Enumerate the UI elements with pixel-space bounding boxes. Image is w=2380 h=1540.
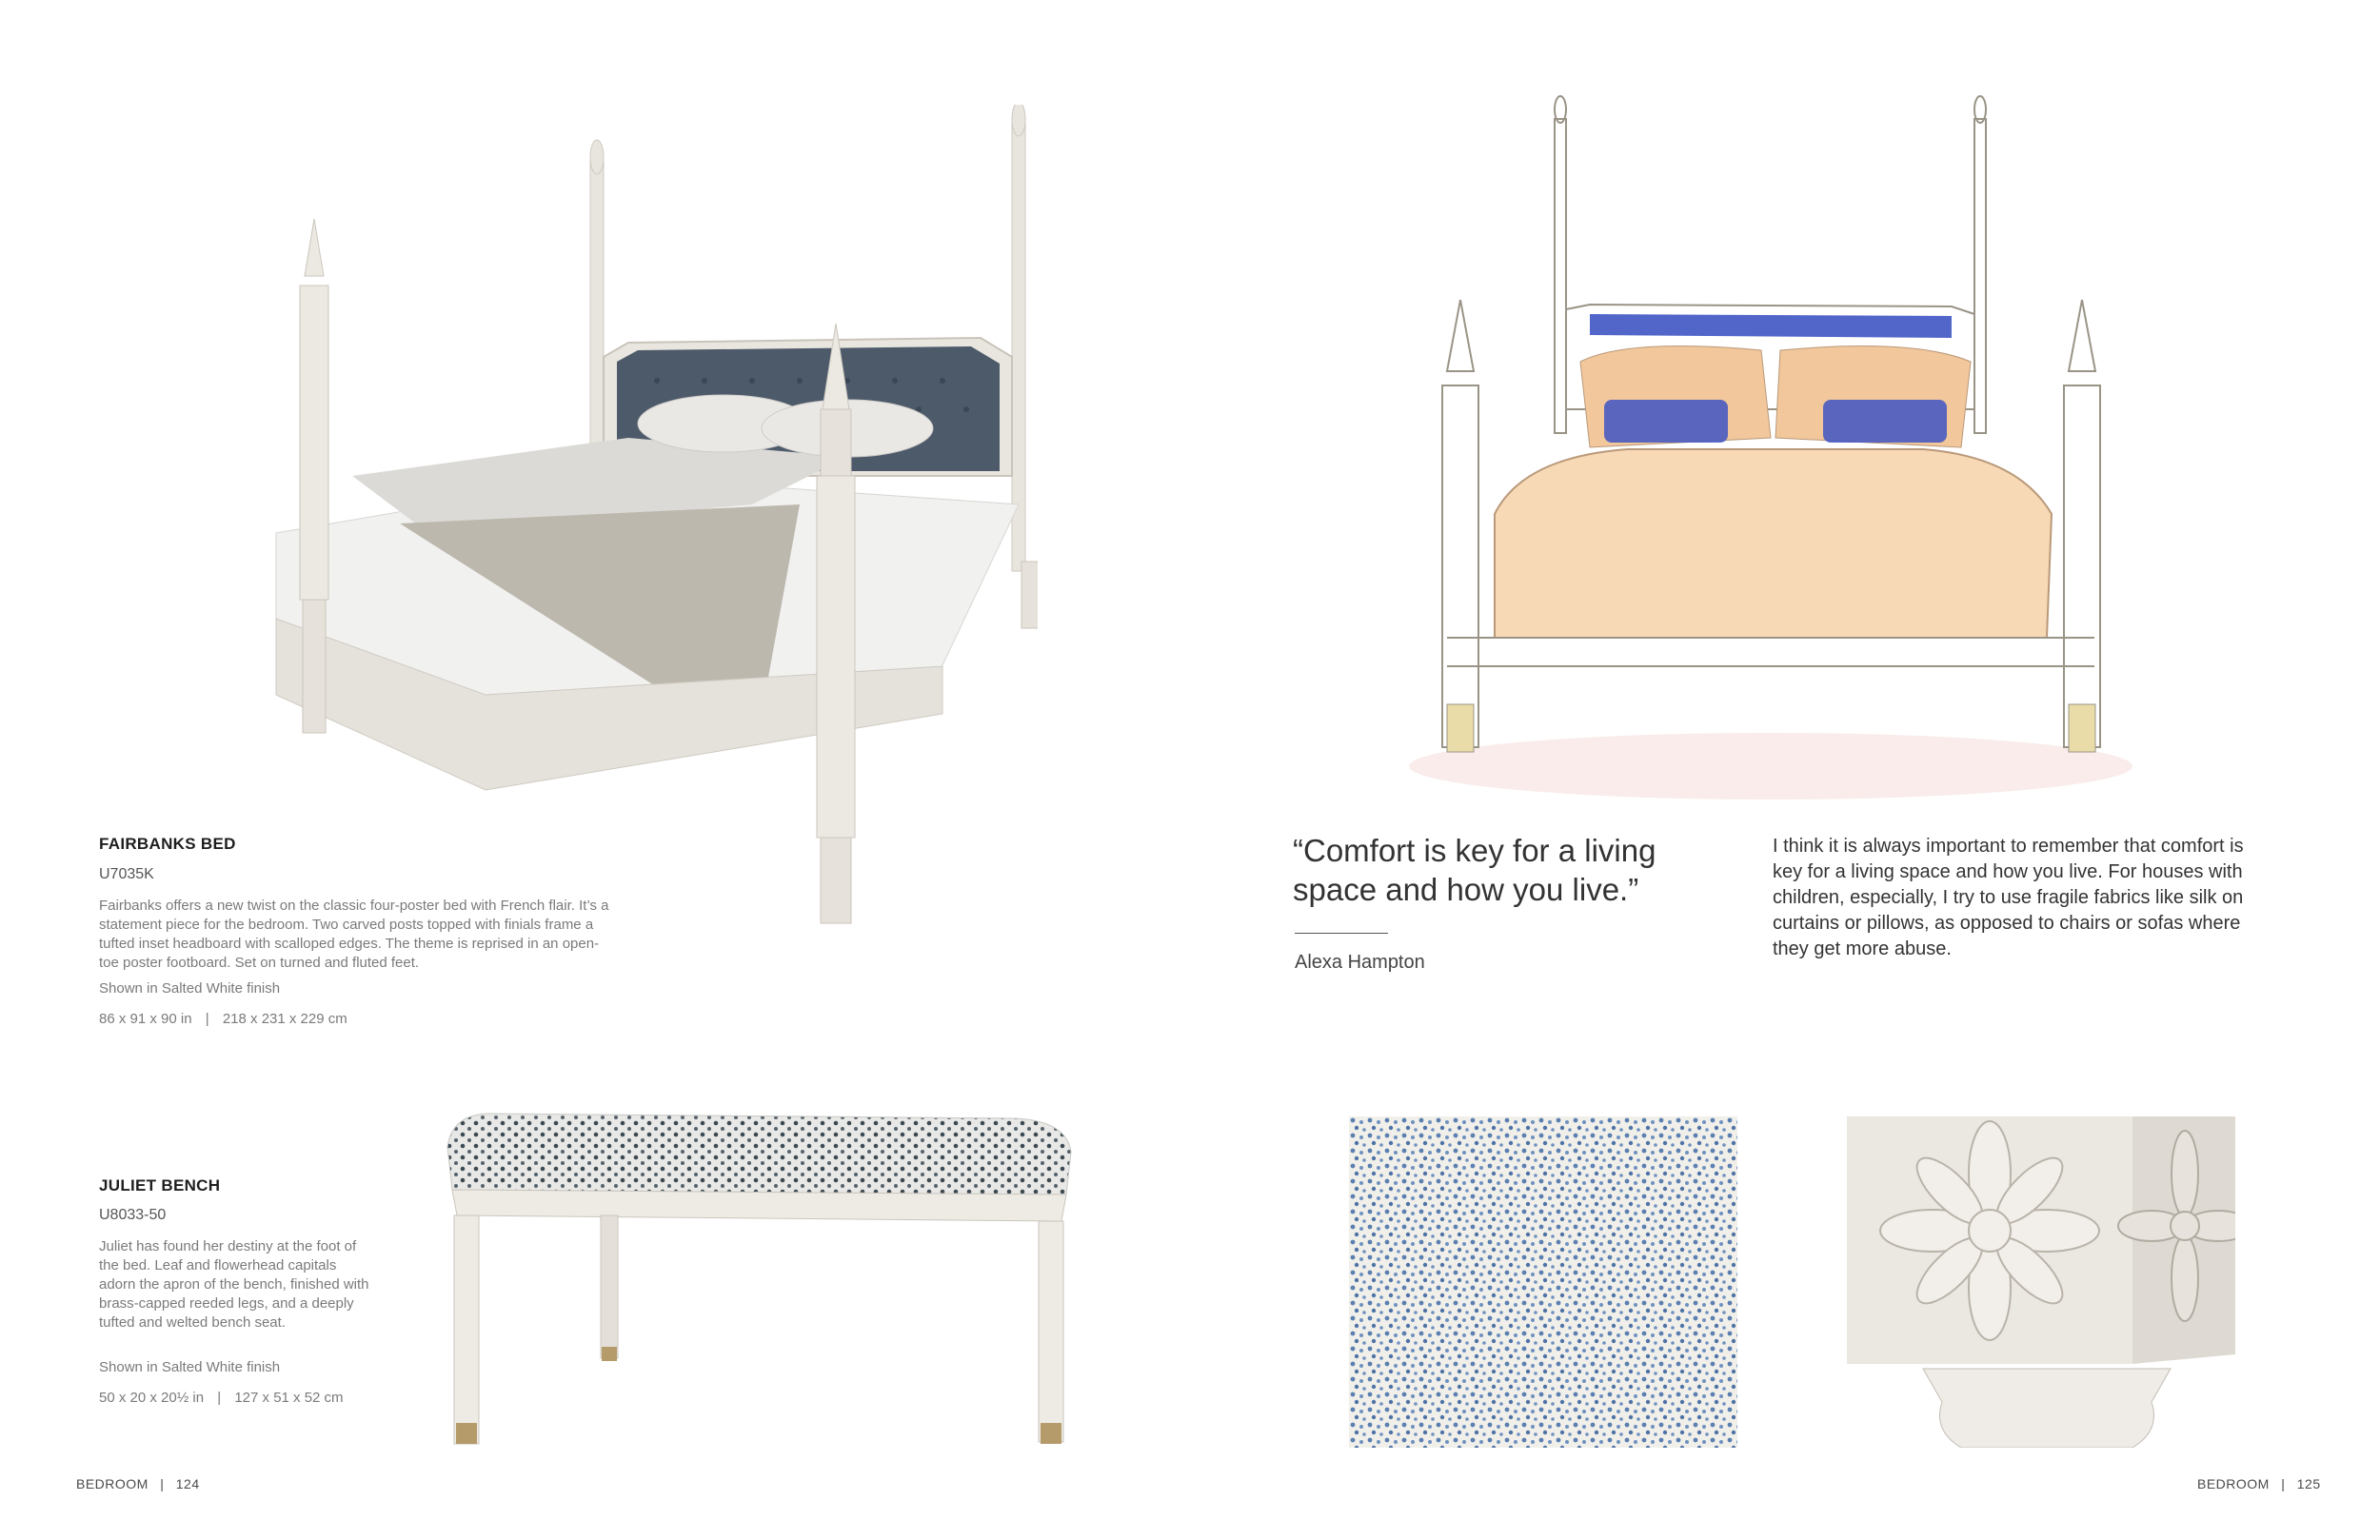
left-page-footer	[76, 1476, 200, 1491]
designer-commentary: I think it is always important to remember that comfort is key for a living space and how you live. For houses with children, especially, I try to use fragile fabrics like silk on curtains or pillows, as opposed to chairs or sofas where they get more abuse.	[1773, 836, 2244, 959]
fabric-swatch-image	[1349, 1116, 1737, 1448]
juliet-dimensions	[99, 1390, 344, 1406]
fairbanks-code: U7035K	[99, 866, 154, 882]
juliet-description: Juliet has found her destiny at the foot of the bed. Leaf and flowerhead capitals adorn the apron of the bench, finished with brass-capped reeded legs, and a deeply tufted and welted bench seat.	[99, 1238, 369, 1331]
fairbanks-finish: Shown in Salted White finish	[99, 980, 281, 997]
dims-metric: 218 x 231 x 229 cm	[222, 1011, 347, 1027]
footer-section: BEDROOM	[2197, 1476, 2270, 1491]
fairbanks-dimensions	[99, 1011, 347, 1027]
fairbanks-bed-photo	[181, 105, 1038, 933]
page-number: 125	[2296, 1476, 2321, 1491]
pull-quote: “Comfort is key for a living space and how you live.”	[1293, 833, 1656, 907]
juliet-code: U8033-50	[99, 1207, 167, 1223]
footer-separator: |	[160, 1476, 165, 1491]
dims-separator: |	[217, 1390, 222, 1406]
carved-flower-detail-image	[1847, 1116, 2235, 1448]
right-page-footer	[2197, 1476, 2321, 1491]
dims-separator: |	[205, 1011, 209, 1027]
fairbanks-description: Fairbanks offers a new twist on the classic four-poster bed with French flair. It’s a statement piece for the bedroom. Two carved posts topped with finials frame a tufted inset headboard with scalloped edges. The theme is reprised in an open-toe poster footboard. Set on turned and fluted feet.	[99, 898, 609, 971]
fairbanks-name: FAIRBANKS BED	[99, 835, 236, 853]
dims-imperial: 86 x 91 x 90 in	[99, 1011, 192, 1027]
footer-separator: |	[2281, 1476, 2286, 1491]
juliet-name: JULIET BENCH	[99, 1176, 221, 1194]
footer-section: BEDROOM	[76, 1476, 149, 1491]
quote-author: Alexa Hampton	[1295, 952, 1425, 973]
page-number: 124	[175, 1476, 200, 1491]
dims-metric: 127 x 51 x 52 cm	[234, 1390, 344, 1406]
bed-sketch-illustration	[1390, 95, 2152, 819]
dims-imperial: 50 x 20 x 20½ in	[99, 1390, 205, 1406]
juliet-bench-photo	[433, 1109, 1081, 1461]
juliet-finish: Shown in Salted White finish	[99, 1359, 281, 1375]
quote-divider	[1295, 933, 1388, 934]
